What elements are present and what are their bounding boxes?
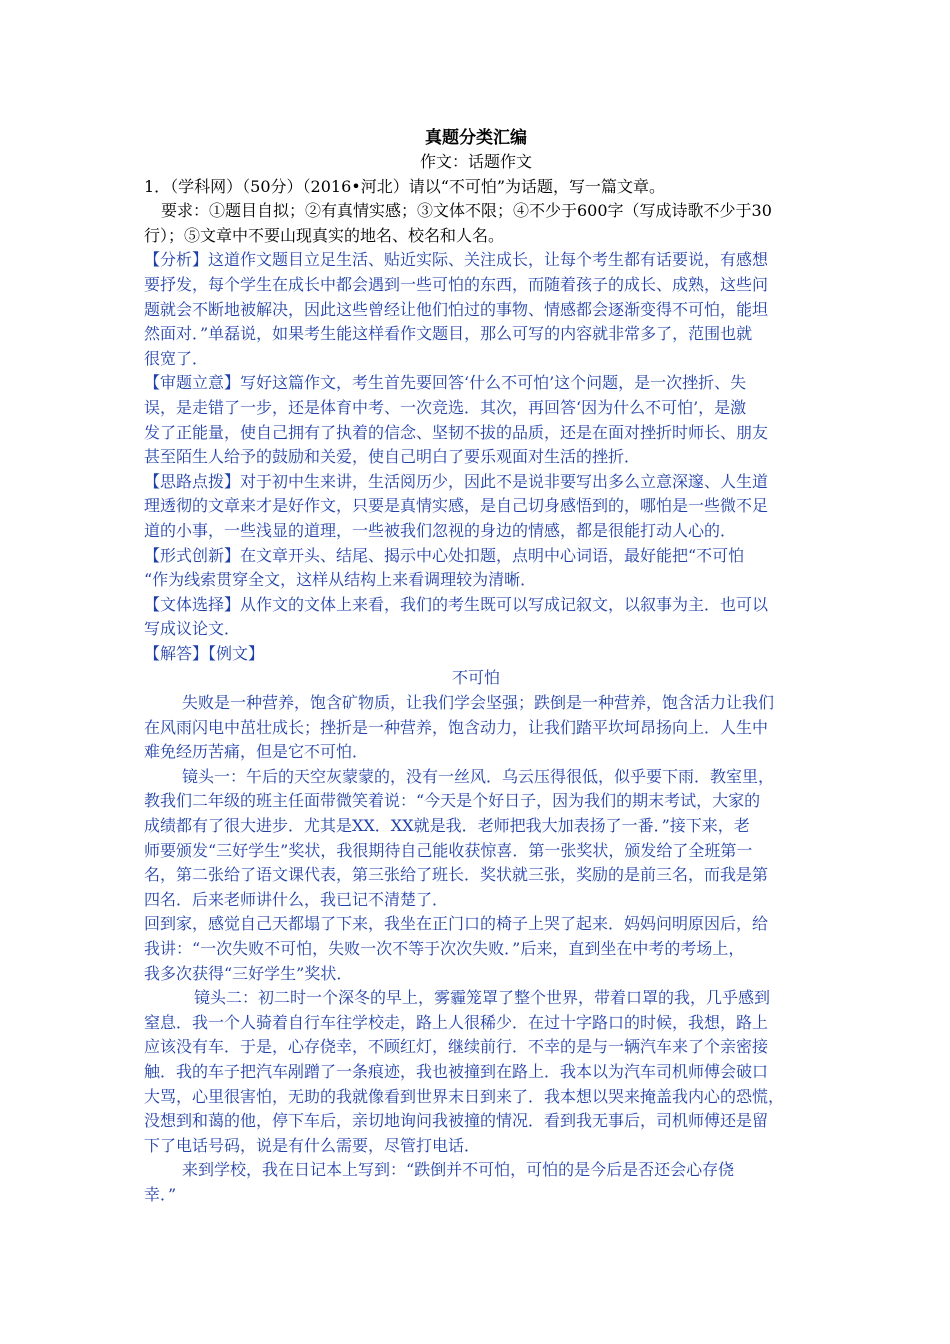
approach-section — [144, 470, 808, 544]
theme-section — [144, 371, 808, 469]
question-line-1: 1．（学科网）（50分）（2016•河北）请以“不可怕”为话题，写一篇文章。 — [144, 176, 666, 196]
approach-line: 【思路点拨】对于初中生来讲，生活阅历少，因此不是说非要写出多么立意深邃、人生道 — [144, 471, 769, 491]
essay-line: 师要颁发“三好学生”奖状，我很期待自己能收获惊喜．第一张奖状，颁发给了全班第一 — [144, 840, 753, 860]
theme-line: 发了正能量，使自己拥有了执着的信念、坚韧不拔的品质，还是在面对挫折时师长、朋友 — [144, 422, 769, 442]
genre-section — [144, 593, 808, 642]
essay-line: 下了电话号码，说是有什么需要，尽管打电话． — [144, 1135, 481, 1155]
essay-line: 触．我的车子把汽车剐蹭了一条痕迹，我也被撞到在路上．我本以为汽车司机师傅会破口 — [144, 1061, 769, 1081]
analysis-line: 很宽了． — [144, 348, 209, 368]
essay-line: 难免经历苦痛，但是它不可怕． — [144, 742, 369, 762]
essay-line: 幸．” — [144, 1184, 177, 1204]
approach-line: 道的小事，一些浅显的道理，一些被我们忽视的身边的情感，都是很能打动人心的． — [144, 520, 737, 540]
essay-line: 名，第二张给了语文课代表，第三张给了班长．奖状就三张，奖励的是前三名，而我是第 — [144, 865, 769, 885]
document-page — [144, 126, 808, 1208]
approach-line: 理透彻的文章来才是好作文，只要是真情实感，是自己切身感悟到的，哪怕是一些微不足 — [144, 496, 769, 516]
essay-line: 在风雨闪电中茁壮成长；挫折是一种营养，饱含动力，让我们踏平坎坷昂扬向上．人生中 — [144, 717, 769, 737]
theme-line: 误，是走错了一步，还是体育中考、一次竞选．其次，再回答‘因为什么不可怕’，是激 — [144, 397, 747, 417]
essay-line: 应该没有车．于是，心存侥幸，不顾红灯，继续前行．不幸的是与一辆汽车来了个亲密接 — [144, 1037, 769, 1057]
analysis-section — [144, 248, 808, 371]
essay-line: 失败是一种营养，饱含矿物质，让我们学会坚强；跌倒是一种营养，饱含活力让我们 — [182, 693, 775, 713]
essay-line: 成绩都有了很大进步．尤其是XX．XX就是我．老师把我大加表扬了一番．”接下来，老 — [144, 816, 750, 836]
genre-line: 【文体选择】从作文的文体上来看，我们的考生既可以写成记叙文，以叙事为主．也可以 — [144, 594, 769, 614]
essay-line: 大骂，心里很害怕，无助的我就像看到世界末日到来了．我本想以哭来掩盖我内心的恐慌， — [144, 1086, 785, 1106]
essay-line: 教我们二年级的班主任面带微笑着说：“今天是个好日子，因为我们的期末考试，大家的 — [144, 791, 761, 811]
form-section — [144, 544, 808, 593]
essay-line: 我多次获得“三好学生”奖状． — [144, 963, 353, 983]
analysis-line: 【分析】这道作文题目立足生活、贴近实际、关注成长，让每个考生都有话要说，有感想 — [144, 250, 769, 270]
essay-section — [144, 666, 808, 1207]
essay-line: 镜头一：午后的天空灰蒙蒙的，没有一丝风．乌云压得很低，似乎要下雨．教室里， — [182, 766, 775, 786]
essay-line: 窒息．我一个人骑着自行车往学校走，路上人很稀少．在过十字路口的时候，我想，路上 — [144, 1012, 769, 1032]
page-subtitle: 作文：话题作文 — [419, 152, 532, 171]
analysis-line: 题就会不断地被解决，因此这些曾经让他们怕过的事物、情感都会逐渐变得不可怕，能坦 — [144, 299, 769, 319]
form-line: 【形式创新】在文章开头、结尾、揭示中心处扣题，点明中心词语，最好能把“不可怕 — [144, 545, 745, 565]
essay-title: 不可怕 — [451, 668, 500, 688]
essay-line: 镜头二：初二时一个深冬的早上，雾霾笼罩了整个世界，带着口罩的我，几乎感到 — [194, 988, 771, 1008]
essay-line: 我讲：“一次失败不可怕，失败一次不等于次次失败．”后来，直到坐在中考的考场上， — [144, 939, 745, 958]
form-line: “作为线索贯穿全文，这样从结构上来看调理较为清晰． — [144, 570, 537, 590]
essay-line: 四名．后来老师讲什么，我已记不清楚了． — [144, 889, 449, 909]
theme-line: 甚至陌生人给予的鼓励和关爱，使自己明白了要乐观面对生活的挫折． — [144, 447, 641, 467]
essay-line: 来到学校，我在日记本上写到：“跌倒并不可怕，可怕的是今后是否还会心存侥 — [182, 1160, 735, 1180]
answer-label: 【解答】【例文】 — [144, 643, 265, 663]
question-line-2: 要求：①题目自拟；②有真情实感；③文体不限；④不少于600字（写成诗歌不少于30 — [161, 201, 772, 221]
question-line-3: 行）；⑤文章中不要山现真实的地名、校名和人名。 — [144, 225, 505, 245]
page-title: 真题分类汇编 — [425, 128, 527, 148]
analysis-line: 要抒发，每个学生在成长中都会遇到一些可怕的东西，而随着孩子的成长、成熟，这些问 — [144, 274, 769, 294]
theme-line: 【审题立意】写好这篇作文，考生首先要回答‘什么不可怕’这个问题，是一次挫折、失 — [144, 373, 747, 393]
analysis-line: 然面对．”单磊说，如果考生能这样看作文题目，那么可写的内容就非常多了，范围也就 — [144, 324, 753, 344]
essay-line: 回到家，感觉自己天都塌了下来，我坐在正门口的椅子上哭了起来．妈妈问明原因后，给 — [144, 914, 769, 934]
essay-line: 没想到和蔼的他，停下车后，亲切地询问我被撞的情况．看到我无事后，司机师傅还是留 — [144, 1111, 769, 1131]
genre-line: 写成议论文． — [144, 619, 241, 639]
